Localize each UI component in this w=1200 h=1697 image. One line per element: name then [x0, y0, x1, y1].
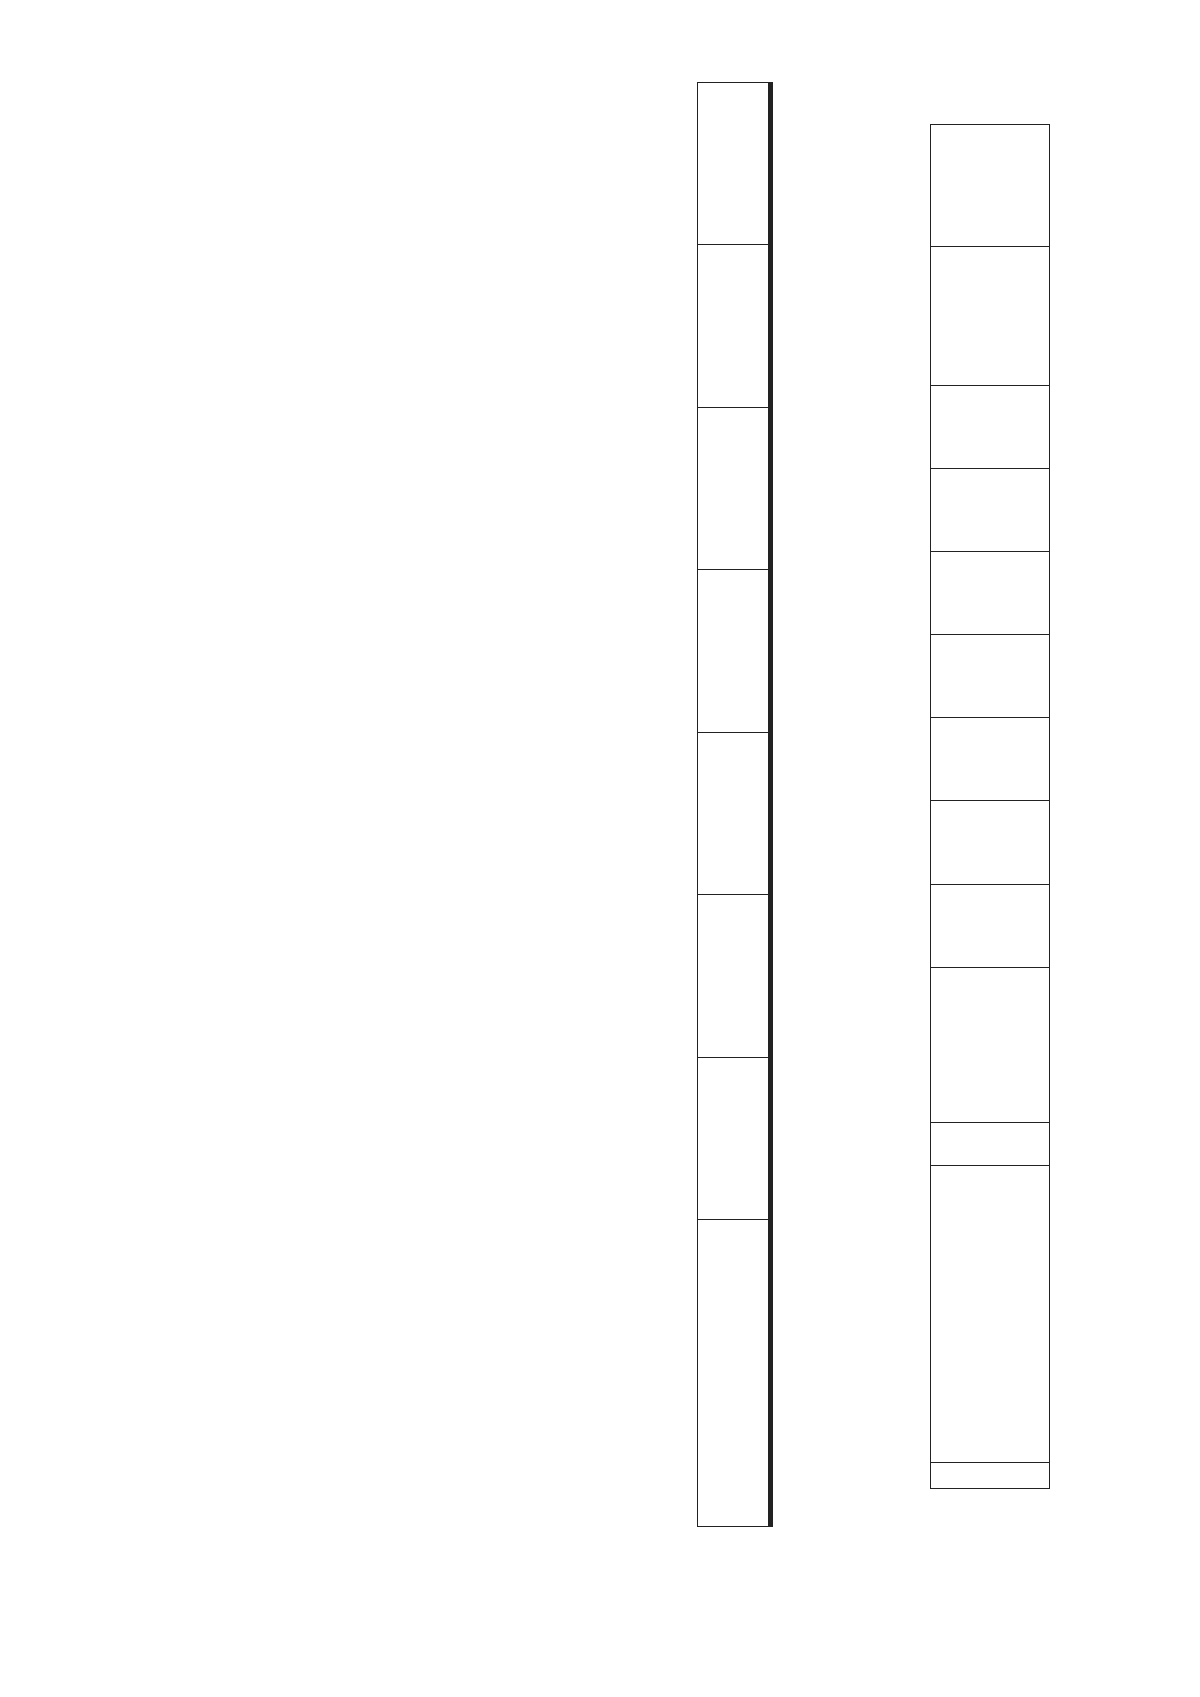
table-header [698, 895, 769, 1057]
activity-name [931, 1166, 1050, 1463]
table-cell [772, 407, 773, 569]
table-cell [772, 1057, 773, 1219]
table-header [698, 407, 769, 569]
activity-period [931, 1122, 1050, 1165]
table-cell [772, 570, 773, 732]
empty-cell [931, 125, 1050, 247]
table-header [698, 83, 769, 245]
table-cell [772, 732, 773, 894]
table-cell [772, 1220, 773, 1527]
table-header [698, 732, 769, 894]
table-header-row [698, 83, 769, 1527]
table-cell [772, 83, 773, 245]
value-cell [931, 635, 1050, 718]
table-header [698, 245, 769, 407]
value-cell [931, 468, 1050, 551]
financing-table [697, 82, 773, 1527]
table-row [931, 125, 1050, 1489]
funding-sources-cell [931, 967, 1050, 1122]
table-header [698, 1057, 769, 1219]
table-cell [772, 245, 773, 407]
table-cell [772, 895, 773, 1057]
table-header [698, 570, 769, 732]
value-cell [931, 801, 1050, 884]
table-row [772, 83, 773, 1527]
row-number [931, 1462, 1050, 1488]
table-header [698, 1220, 769, 1527]
value-cell [931, 552, 1050, 635]
value-cell [931, 385, 1050, 468]
value-cell [931, 884, 1050, 967]
mark-cell [931, 246, 1050, 385]
subprogram-table [930, 124, 1050, 1489]
value-cell [931, 718, 1050, 801]
